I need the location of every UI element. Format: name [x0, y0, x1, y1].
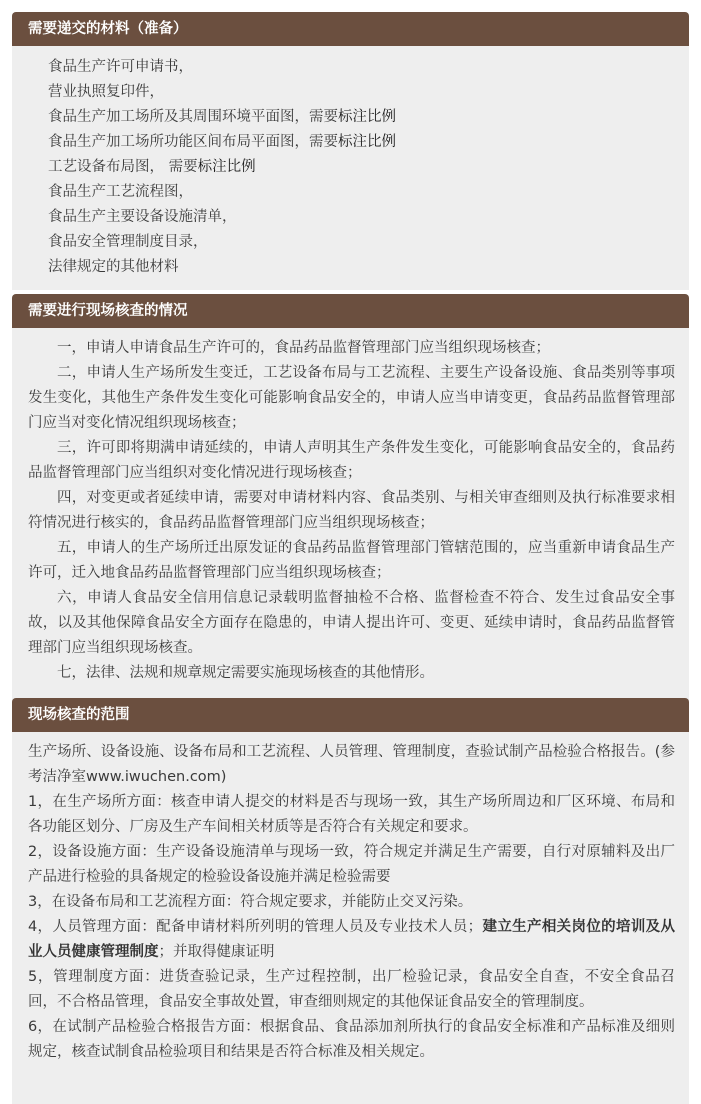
paragraph: 六，申请人食品安全信用信息记录载明监督抽检不合格、监督检查不符合、发生过食品安全事故，以及其他保障食品安全方面存在隐患的，申请人提出许可、变更、延续申请时，食品药品监督管理部门应当组织现场核查。 [28, 590, 675, 656]
section-materials [12, 12, 689, 290]
list-item: 2，设备设施方面：生产设备设施清单与现场一致，符合规定并满足生产需要，自行对原辅料及出厂产品进行检验的具备规定的检验设备设施并满足检验需要 [28, 844, 675, 885]
paragraph: 二，申请人生产场所发生变迁，工艺设备布局与工艺流程、主要生产设备设施、食品类别等事项发生变化，其他生产条件发生变化可能影响食品安全的，申请人应当申请变更，食品药品监督管理部门应当对变化情况组织现场核查； [28, 365, 675, 431]
list-item: 工艺设备布局图， 需要标注比例 [48, 159, 256, 175]
list-item: 4，人员管理方面：配备申请材料所列明的管理人员及专业技术人员；建立生产相关岗位的培训及从业人员健康管理制度；并取得健康证明 [28, 919, 675, 960]
list-item: 法律规定的其他材料 [48, 259, 179, 275]
list-item: 营业执照复印件， [48, 84, 164, 100]
list-item: 食品生产许可申请书， [48, 59, 193, 75]
list-item: 5，管理制度方面：进货查验记录，生产过程控制，出厂检验记录，食品安全自查，不安全食品召回，不合格品管理，食品安全事故处置，审查细则规定的其他保证食品安全的管理制度。 [28, 969, 675, 1010]
paragraph: 一，申请人申请食品生产许可的，食品药品监督管理部门应当组织现场核查； [57, 340, 550, 356]
list-item: 3，在设备布局和工艺流程方面：符合规定要求，并能防止交叉污染。 [28, 894, 473, 910]
materials-list [12, 46, 689, 290]
paragraph: 四，对变更或者延续申请，需要对申请材料内容、食品类别、与相关审查细则及执行标准要求相符情况进行核实的，食品药品监督管理部门应当组织现场核查； [28, 490, 675, 531]
section-onsite-conditions [12, 294, 689, 724]
list-item: 食品生产主要设备设施清单， [48, 209, 237, 225]
section-inspection-scope [12, 698, 689, 1104]
list-item: 食品生产工艺流程图， [48, 184, 193, 200]
list-item: 6，在试制产品检验合格报告方面：根据食品、食品添加剂所执行的食品安全标准和产品标准及细则规定，核查试制食品检验项目和结果是否符合标准及相关规定。 [28, 1019, 675, 1060]
intro-paragraph: 生产场所、设备设施、设备布局和工艺流程、人员管理、管理制度，查验试制产品检验合格报告。(参考洁净室www.iwuchen.com) [28, 744, 675, 785]
section-title: 需要进行现场核查的情况 [12, 294, 689, 328]
list-item: 1，在生产场所方面：核查申请人提交的材料是否与现场一致，其生产场所周边和厂区环境、布局和各功能区划分、厂房及生产车间相关材质等是否符合有关规定和要求。 [28, 794, 675, 835]
section-title: 现场核查的范围 [12, 698, 689, 732]
paragraph: 五，申请人的生产场所迁出原发证的食品药品监督管理部门管辖范围的，应当重新申请食品生产许可，迁入地食品药品监督管理部门应当组织现场核查； [28, 540, 675, 581]
conditions-text [12, 328, 689, 724]
list-item: 食品生产加工场所及其周围环境平面图，需要标注比例 [48, 109, 396, 125]
list-item: 食品生产加工场所功能区间布局平面图，需要标注比例 [48, 134, 396, 150]
paragraph: 三，许可即将期满申请延续的，申请人声明其生产条件发生变化，可能影响食品安全的，食品药品监督管理部门应当组织对变化情况进行现场核查； [28, 440, 675, 481]
list-item: 食品安全管理制度目录， [48, 234, 208, 250]
section-title: 需要递交的材料（准备） [12, 12, 689, 46]
paragraph: 七，法律、法规和规章规定需要实施现场核查的其他情形。 [57, 665, 434, 681]
scope-text [12, 732, 689, 1104]
